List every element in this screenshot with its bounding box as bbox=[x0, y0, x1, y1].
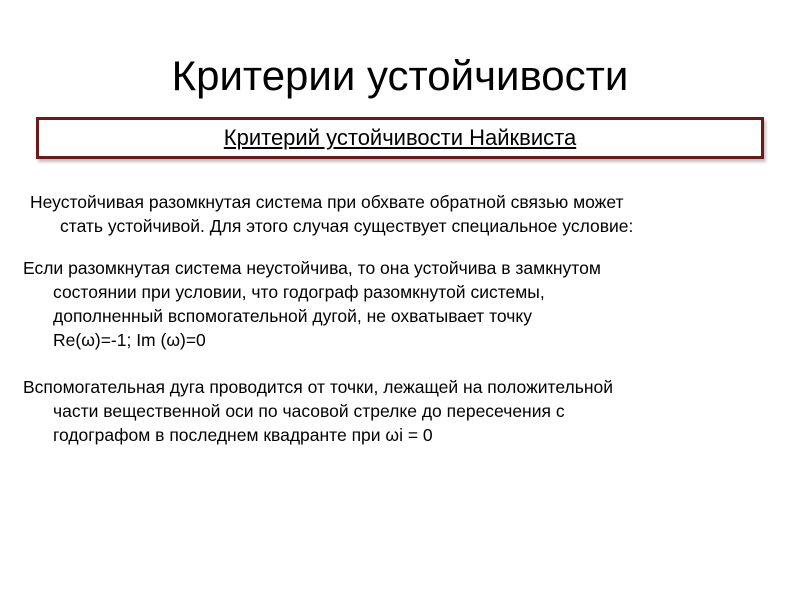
intro-paragraph bbox=[30, 190, 633, 238]
slide-title: Критерии устойчивости bbox=[171, 52, 629, 99]
slide-subtitle: Критерий устойчивости Найквиста bbox=[223, 125, 577, 150]
intro-line: Неустойчивая разомкнутая система при обхвате обратной связью может bbox=[30, 192, 624, 212]
condition-paragraph bbox=[23, 256, 601, 352]
arc-note-line: части вещественной оси по часовой стрелке до пересечения с bbox=[53, 401, 565, 421]
condition-line: состоянии при условии, что годограф разомкнутой системы, bbox=[53, 282, 545, 302]
condition-line: Если разомкнутая система неустойчива, то она устойчива в замкнутом bbox=[23, 258, 601, 278]
arc-note-paragraph bbox=[23, 375, 613, 447]
arc-note-line: Вспомогательная дуга проводится от точки, лежащей на положительной bbox=[23, 377, 614, 397]
arc-note-line: годографом в последнем квадранте при ωi = 0 bbox=[53, 425, 433, 445]
subtitle-frame bbox=[36, 117, 764, 159]
condition-line: дополненный вспомогательной дугой, не охватывает точку bbox=[53, 306, 532, 326]
condition-line: Re(ω)=-1; Im (ω)=0 bbox=[53, 330, 206, 350]
intro-line: стать устойчивой. Для этого случая существует специальное условие: bbox=[60, 216, 634, 236]
